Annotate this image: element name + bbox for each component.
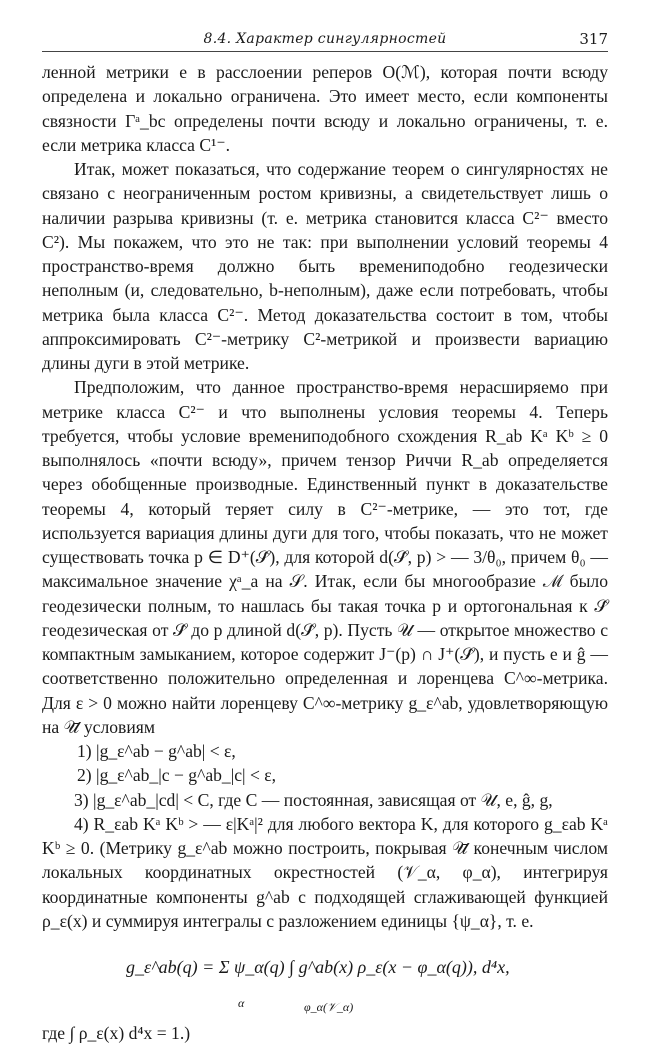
condition-4: 4) R_εab Kᵃ Kᵇ > — ε|Kᵃ|² для любого вектора K, для которого g_εab Kᵃ Kᵇ ≥ 0. (Метрику g_ε^ab можно построить, покрывая 𝒰̄ конечным числом локальных координатных окрестностей (𝒱_α, φ_α), интегрируя координатные компоненты g^ab с подходящей сглаживающей функцией ρ_ε(x) и суммируя интегралы с разложением единицы {ψ_α}, т. е. [42,813,608,931]
display-formula [42,933,608,1021]
formula-main: g_ε^ab(q) = Σ ψ_α(q) ∫ g^ab(x) ρ_ε(x − φ_α(q)), d⁴x, [126,957,510,977]
paragraph: Итак, может показаться, что содержание теорем о сингулярностях не связано с неограниченным ростом кривизны, а свидетельствует лишь о наличии разрыва кривизны (т. е. метрика становится класса C²⁻ вместо C²). Мы покажем, что это не так: при выполнении условий теоремы 4 пространство-время должно быть времениподобно геодезически неполным (и, следовательно, b-неполным), даже если потребовать, чтобы метрика была класса C²⁻. Метод доказательства состоит в том, чтобы аппроксимировать C²⁻-метрику C²-метрикой и произвести вариацию длины дуги в этой метрике. [42,159,608,373]
body-text [42,60,608,1045]
condition-3: 3) |g_ε^ab_|cd| < C, где C — постоянная, зависящая от 𝒰, e, ĝ, g, [74,789,553,810]
closing-line: где ∫ ρ_ε(x) d⁴x = 1.) [42,1023,191,1043]
condition-2: 2) |g_ε^ab_|c − g^ab_|c| < ε, [77,765,277,786]
paragraph-continued: ленной метрики e в расслоении реперов O(ℳ), которая почти всюду определена и локально ограничена. Это имеет место, если компоненты связности Γᵃ_bc определены почти всюду и локально ограничены, т. е. если метрика класса C¹⁻. [42,62,608,155]
running-title: 8.4. Характер сингулярностей [203,31,447,47]
condition-1: 1) |g_ε^ab − g^ab| < ε, [77,741,236,761]
page-number: 317 [579,30,608,48]
formula-integral-domain: φ_α(𝒱_α) [304,1000,354,1014]
page-header [42,29,608,52]
paragraph: Предположим, что данное пространство-время нерасширяемо при метрике класса C²⁻ и что выполнены условия теоремы 4. Теперь требуется, чтобы условие времениподобного схождения R_ab Kᵃ Kᵇ ≥ 0 выполнялось «почти всюду», причем тензор Риччи R_ab определяется через обобщенные производные. Единственный пункт в доказательстве теоремы 4, который теряет силу в C²⁻-метрике, — это тот, где используется вариация длины дуги для того, чтобы показать, что не может существовать точка p ∈ D⁺(𝒮̂), для которой d(𝒮̂, p) > — 3/θ₀, причем θ₀ — максимальное значение χᵃ_a на 𝒮. Итак, если бы многообразие ℳ было геодезически полным, то нашлась бы такая точка p и ортогональная к 𝒮̂ геодезическая от 𝒮̂ до p длиной d(𝒮̂, p). Пусть 𝒰 — открытое множество с компактным замыканием, которое содержит J⁻(p) ∩ J⁺(𝒮̂), и пусть e и ĝ — соответственно положительно определенная и лоренцева C^∞-метрика. Для ε > 0 можно найти лоренцеву C^∞-метрику g_ε^ab, удовлетворяющую на 𝒰̄ условиям [42,377,608,737]
formula-sum-index: α [238,996,245,1010]
